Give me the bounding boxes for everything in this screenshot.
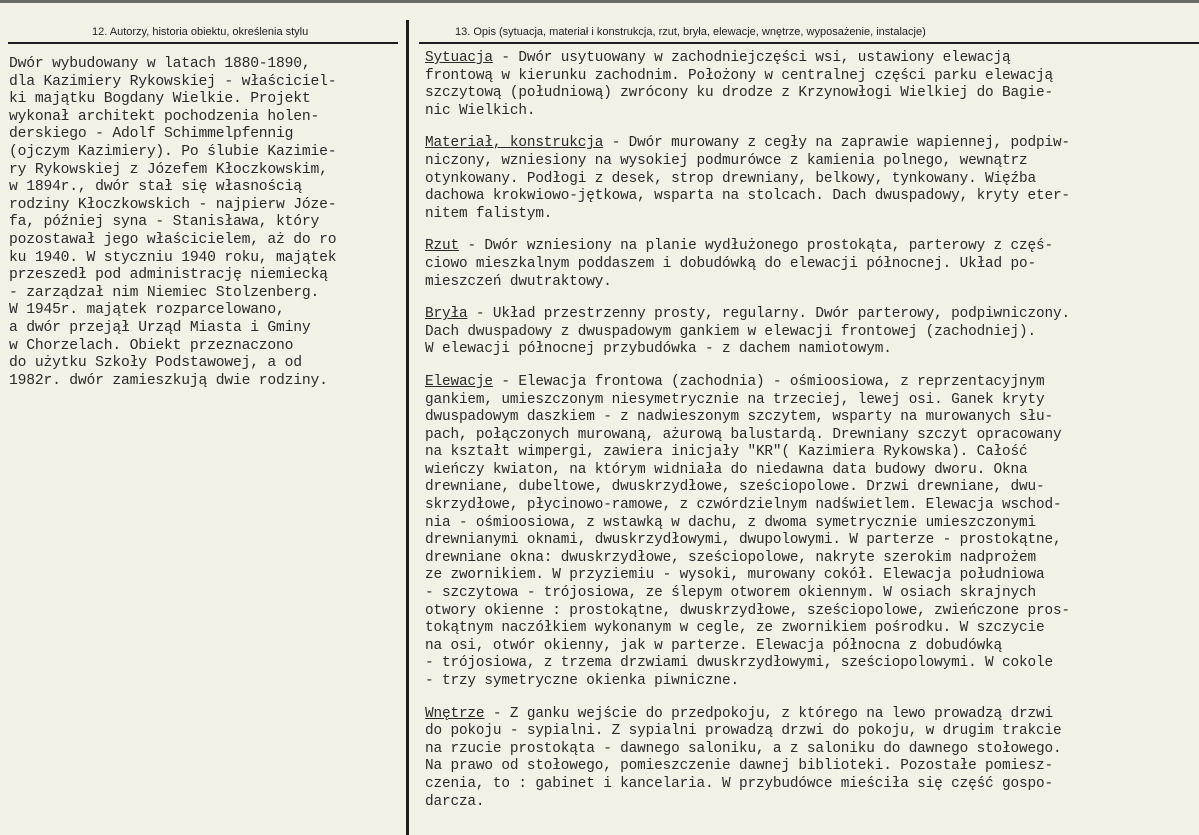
history-line: przeszedł pod administrację niemiecką xyxy=(9,267,328,284)
section-text: - Dwór murowany z cegły na zaprawie wapiennej, podpiw- xyxy=(603,135,1070,152)
section-line: na osi, otwór okienny, jak w parterze. Elewacja północna z dobudówką xyxy=(425,637,1003,654)
section-first-line xyxy=(425,50,1195,68)
history-line: rodziny Kłoczkowskich - najpierw Józe- xyxy=(9,196,337,213)
section-first-line xyxy=(425,306,1195,324)
history-line: pozostawał jego właścicielem, aż do ro xyxy=(9,231,337,248)
section-first-line xyxy=(425,135,1195,153)
section-first-line xyxy=(425,374,1195,392)
section-elewacje xyxy=(425,374,1195,691)
section-line: skrzydłowe, płycinowo-ramowe, z czwórdzielnym nadświetlem. Elewacja wschod- xyxy=(425,497,1062,514)
history-line: (ojczym Kazimiery). Po ślubie Kazimie- xyxy=(9,143,337,160)
section-line: dwuspadowym daszkiem - z nadwieszonym szczytem, wsparty na murowanych słu- xyxy=(425,409,1053,426)
section-title: Wnętrze xyxy=(425,705,485,722)
section-line: drewnianymi oknami, dwuskrzydłowymi, dwupolowymi. W parterze - prostokątne, xyxy=(425,532,1062,549)
section-line: Na prawo od stołowego, pomieszczenie dawnej biblioteki. Pozostałe pomiesz- xyxy=(425,758,1053,775)
section-first-line xyxy=(425,238,1195,256)
history-line: fa, później syna - Stanisława, który xyxy=(9,214,320,231)
section-line: czenia, to : gabinet i kancelaria. W przybudówce mieściła się część gospo- xyxy=(425,775,1053,792)
history-line: ry Rykowskiej z Józefem Kłoczkowskim, xyxy=(9,161,328,178)
section-line: W elewacji północnej przybudówka - z dachem namiotowym. xyxy=(425,341,892,358)
section-text: - Dwór usytuowany w zachodniejczęści wsi, ustawiony elewacją xyxy=(492,50,1011,66)
section-title: Rzut xyxy=(425,238,459,255)
section-line: pach, połączonych murowaną, ażurową balustardą. Drewniany szczyt opracowany xyxy=(425,426,1062,443)
history-column xyxy=(9,56,401,390)
section-bry-a xyxy=(425,306,1195,359)
section-title: Elewacje xyxy=(425,373,493,390)
section-line: nitem falistym. xyxy=(425,205,553,222)
history-line: W 1945r. majątek rozparcelowano, xyxy=(9,302,285,319)
section-text: - Z ganku wejście do przedpokoju, z którego na lewo prowadzą drzwi xyxy=(484,705,1053,722)
section-line: nia - ośmioosiowa, z wstawką w dachu, z dwoma symetrycznie umieszczonymi xyxy=(425,514,1036,531)
section-sytuacja xyxy=(425,50,1195,120)
section-line: mieszczeń dwutraktowy. xyxy=(425,273,612,290)
section-line: otynkowany. Podłogi z desek, strop drewniany, belkowy, tynkowany. Więźba xyxy=(425,170,1036,187)
section-line: tokątnym naczółkiem wykonanym w cegle, ze zwornikiem pośrodku. W szczycie xyxy=(425,620,1045,637)
section-text: - Elewacja frontowa (zachodnia) - ośmioosiowa, z reprzentacyjnym xyxy=(492,373,1045,390)
section-line: - szczytowa - trójosiowa, ze ślepym otworem okiennym. W osiach skrajnych xyxy=(425,585,1036,602)
history-line: ku 1940. W styczniu 1940 roku, majątek xyxy=(9,249,337,266)
header-left: 12. Autorzy, historia obiektu, określenia stylu xyxy=(92,26,309,38)
section-line: niczony, wzniesiony na wysokiej podmurówce z kamienia polnego, wewnątrz xyxy=(425,152,1028,169)
section-line: ciowo mieszkalnym poddaszem i dobudówką do elewacji północnej. Układ po- xyxy=(425,255,1036,272)
section-line: na kształt wimpergi, zawiera inicjały "KR"( Kazimiera Rykowska). Całość xyxy=(425,444,1028,461)
section-text: - Układ przestrzenny prosty, regularny. Dwór parterowy, podpiwniczony. xyxy=(467,306,1070,323)
section-rzut xyxy=(425,238,1195,291)
header-rule-right xyxy=(419,42,1199,44)
section-line: Dach dwuspadowy z dwuspadowym gankiem w elewacji frontowej (zachodniej). xyxy=(425,323,1036,340)
section-first-line xyxy=(425,706,1195,724)
history-line: - zarządzał nim Niemiec Stolzenberg. xyxy=(9,284,320,301)
history-line: w Chorzelach. Obiekt przeznaczono xyxy=(9,337,294,354)
section-line: frontową w kierunku zachodnim. Położony w centralnej części parku elewacją xyxy=(425,67,1053,84)
history-line: 1982r. dwór zamieszkują dwie rodziny. xyxy=(9,372,328,389)
top-border-line xyxy=(0,0,1199,3)
history-line: do użytku Szkoły Podstawowej, a od xyxy=(9,355,302,372)
header-right: 13. Opis (sytuacja, materiał i konstrukcja, rzut, bryła, elewacje, wnętrze, wyposażenie, instalacje) xyxy=(455,26,926,38)
history-line: w 1894r., dwór stał się własnością xyxy=(9,179,302,196)
section-wn-trze xyxy=(425,706,1195,812)
history-line: ki majątku Bogdany Wielkie. Projekt xyxy=(9,91,311,108)
section-line: wieńczy kwiaton, na którym widniała do niedawna data budowy dworu. Okna xyxy=(425,461,1028,478)
section-line: nic Wielkich. xyxy=(425,102,536,119)
history-line: dla Kazimiery Rykowskiej - właściciel- xyxy=(9,73,337,90)
section-line: - trójosiowa, z trzema drzwiami dwuskrzydłowymi, sześciopolowymi. W cokole xyxy=(425,655,1053,672)
header-rule-left xyxy=(8,42,398,44)
history-line: a dwór przejął Urząd Miasta i Gminy xyxy=(9,319,311,336)
history-line: Dwór wybudowany w latach 1880-1890, xyxy=(9,56,311,72)
section-line: drewniane okna: dwuskrzydłowe, sześciopolowe, nakryte szerokim nadprożem xyxy=(425,549,1036,566)
section-title: Materiał, konstrukcja xyxy=(425,135,604,152)
section-line: ze zwornikiem. W przyziemiu - wysoki, murowany cokół. Elewacja południowa xyxy=(425,567,1045,584)
section-line: darcza. xyxy=(425,793,485,810)
section-line: otwory okienne : prostokątne, dwuskrzydłowe, sześciopolowe, zwieńczone pros- xyxy=(425,602,1070,619)
section-line: do pokoju - sypialni. Z sypialni prowadzą drzwi do pokoju, w drugim trakcie xyxy=(425,723,1062,740)
section-title: Sytuacja xyxy=(425,50,493,66)
column-divider xyxy=(406,20,409,835)
section-materia- xyxy=(425,135,1195,223)
history-line: derskiego - Adolf Schimmelpfennig xyxy=(9,126,294,143)
description-column xyxy=(425,50,1195,826)
section-line: drewniane, dubeltowe, dwuskrzydłowe, sześciopolowe. Drzwi drewniane, dwu- xyxy=(425,479,1045,496)
section-line: dachowa krokwiowo-jętkowa, wsparta na stolcach. Dach dwuspadowy, kryty eter- xyxy=(425,188,1070,205)
section-line: gankiem, umieszczonym niesymetrycznie na trzeciej, lewej osi. Ganek kryty xyxy=(425,391,1045,408)
section-line: - trzy symetryczne okienka piwniczne. xyxy=(425,673,739,689)
history-line: wykonał architekt pochodzenia holen- xyxy=(9,108,320,125)
section-line: szczytową (południową) zwrócony ku drodze z Krzynowłogi Wielkiej do Bagie- xyxy=(425,85,1053,102)
section-text: - Dwór wzniesiony na planie wydłużonego prostokąta, parterowy z częś- xyxy=(458,238,1053,255)
section-line: na rzucie prostokąta - dawnego saloniku, a z saloniku do dawnego stołowego. xyxy=(425,740,1062,757)
section-title: Bryła xyxy=(425,306,468,323)
